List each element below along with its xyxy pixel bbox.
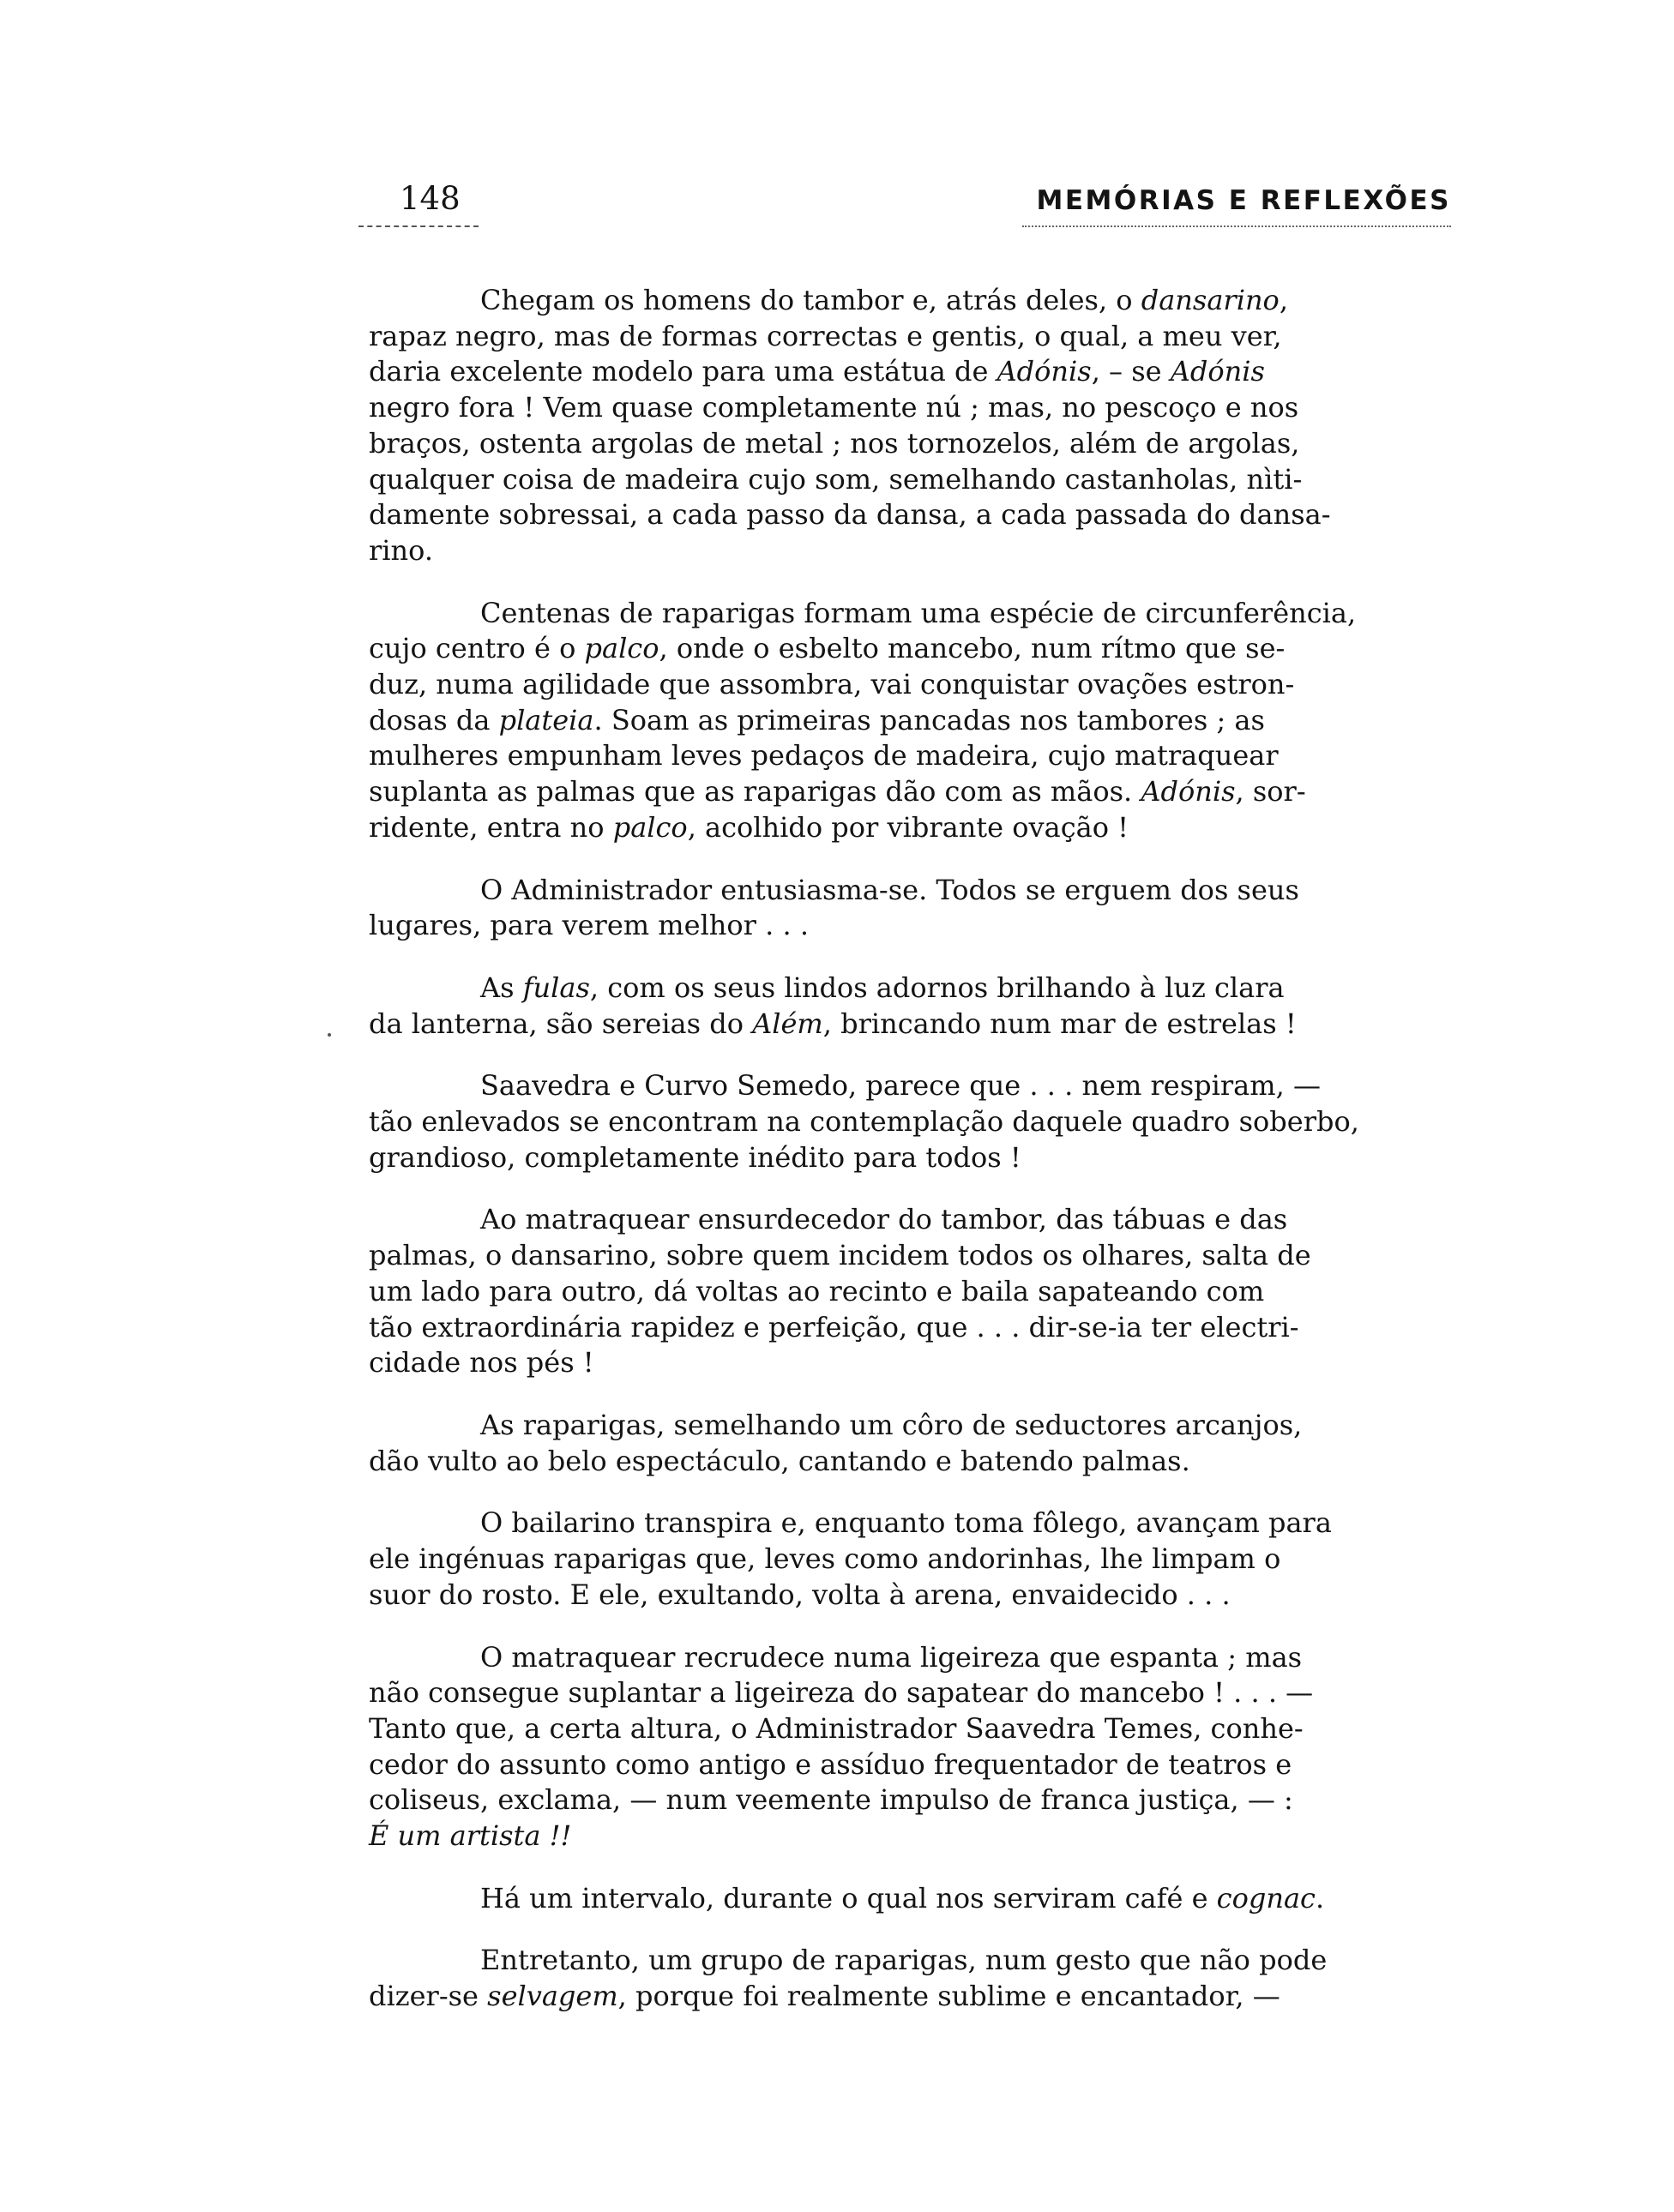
- italic-text: Adónis: [1141, 775, 1236, 808]
- paragraph: [369, 873, 1451, 944]
- text-run: , sor- ridente, entra no: [369, 775, 1306, 844]
- text-run: . Soam as primeiras pancadas nos tambores ; as mulheres empunham leves pedaços de madeira, cujo matraquear suplanta as palmas que as raparigas dão com as mãos.: [369, 703, 1279, 808]
- page-number: 148: [400, 180, 461, 217]
- text-run: As: [480, 971, 523, 1004]
- italic-text: Além: [752, 1007, 823, 1040]
- paragraph: [369, 1640, 1451, 1854]
- text-run: negro fora ! Vem quase completamente nú ; mas, no pescoço e nos braços, ostenta argolas de metal ; nos tornozelos, além de argolas, qualquer coisa de madeira cujo som, semelhando castanholas, nìti- damente sobressai, a cada passo da dansa, a cada passada do dansa- rino.: [369, 391, 1331, 567]
- text-run: , com os seus lindos adornos brilhando à luz clara da lanterna, são sereias do: [369, 971, 1285, 1040]
- text-run: , acolhido por vibrante ovação !: [687, 810, 1129, 844]
- body-text: [369, 283, 1451, 2041]
- paragraph: [369, 1506, 1451, 1613]
- paragraph: [369, 283, 1451, 569]
- italic-text: Adónis: [1170, 355, 1265, 388]
- text-run: O matraquear recrudece numa ligeireza que espanta ; mas não consegue suplantar a ligeireza do sapatear do mancebo ! . . . — Tanto que, a certa altura, o Administrador Saavedra Temes, conhe- cedor do assunto como antigo e assíduo frequentador de teatros e coliseus, exclama, — num veemente impulso de franca justiça, — :: [369, 1640, 1314, 1817]
- text-run: Entretanto, um grupo de raparigas, num gesto que não pode dizer-se: [369, 1944, 1328, 2013]
- italic-text: plateia: [498, 703, 594, 736]
- italic-text: Adónis: [997, 355, 1092, 388]
- text-run: Chegam os homens do tambor e, atrás deles, o: [480, 284, 1141, 316]
- text-run: , onde o esbelto mancebo, num rítmo que se- duz, numa agilidade que assombra, vai conquistar ovações estron- dosas da: [369, 632, 1295, 736]
- italic-text: dansarino: [1141, 284, 1280, 316]
- italic-text: É um artista !!: [369, 1819, 572, 1853]
- text-run: O bailarino transpira e, enquanto toma fôlego, avançam para ele ingénuas raparigas que, leves como andorinhas, lhe limpam o suor do rosto. E ele, exultando, volta à arena, envaidecido . . .: [369, 1506, 1332, 1611]
- page-number-underline: [358, 225, 479, 227]
- paragraph: [369, 971, 1451, 1042]
- italic-text: palco: [584, 632, 659, 665]
- text-run: O Administrador entusiasma-se. Todos se erguem dos seus lugares, para verem melhor . . .: [369, 873, 1299, 942]
- italic-text: palco: [612, 810, 688, 844]
- margin-mark: [328, 1033, 331, 1037]
- running-title-rule: [1022, 225, 1451, 227]
- text-run: As raparigas, semelhando um côro de seductores arcanjos, dão vulto ao belo espectáculo, cantando e batendo palmas.: [369, 1408, 1303, 1477]
- text-run: Saavedra e Curvo Semedo, parece que . . . nem respiram, — tão enlevados se encontram na contemplação daquele quadro soberbo, grandioso, completamente inédito para todos !: [369, 1069, 1359, 1174]
- paragraph: [369, 1408, 1451, 1479]
- paragraph: [369, 1881, 1451, 1917]
- text-run: Há um intervalo, durante o qual nos serviram café e: [480, 1881, 1217, 1914]
- running-title: MEMÓRIAS E REFLEXÕES: [1036, 185, 1451, 216]
- paragraph: [369, 1068, 1451, 1175]
- text-run: , – se: [1091, 355, 1171, 388]
- paragraph: [369, 1943, 1451, 2014]
- italic-text: fulas: [522, 971, 590, 1004]
- text-run: , porque foi realmente sublime e encantador, —: [617, 1980, 1280, 2013]
- text-run: Centenas de raparigas formam uma espécie de circunferência, cujo centro é o: [369, 596, 1357, 665]
- paragraph: [369, 1202, 1451, 1381]
- text-run: , brincando num mar de estrelas !: [822, 1007, 1297, 1040]
- italic-text: selvagem: [487, 1980, 618, 2013]
- text-run: .: [1315, 1881, 1325, 1914]
- italic-text: cognac: [1216, 1881, 1316, 1914]
- text-run: , rapaz negro, mas de formas correctas e gentis, o qual, a meu ver, daria excelente modelo para uma estátua de: [369, 284, 1288, 388]
- paragraph: [369, 596, 1451, 846]
- text-run: Ao matraquear ensurdecedor do tambor, das tábuas e das palmas, o dansarino, sobre quem incidem todos os olhares, salta de um lado para outro, dá voltas ao recinto e baila sapateando com tão extraordinária rapidez e perfeição, que . . . dir-se-ia ter electri- cidade nos pés !: [369, 1203, 1311, 1379]
